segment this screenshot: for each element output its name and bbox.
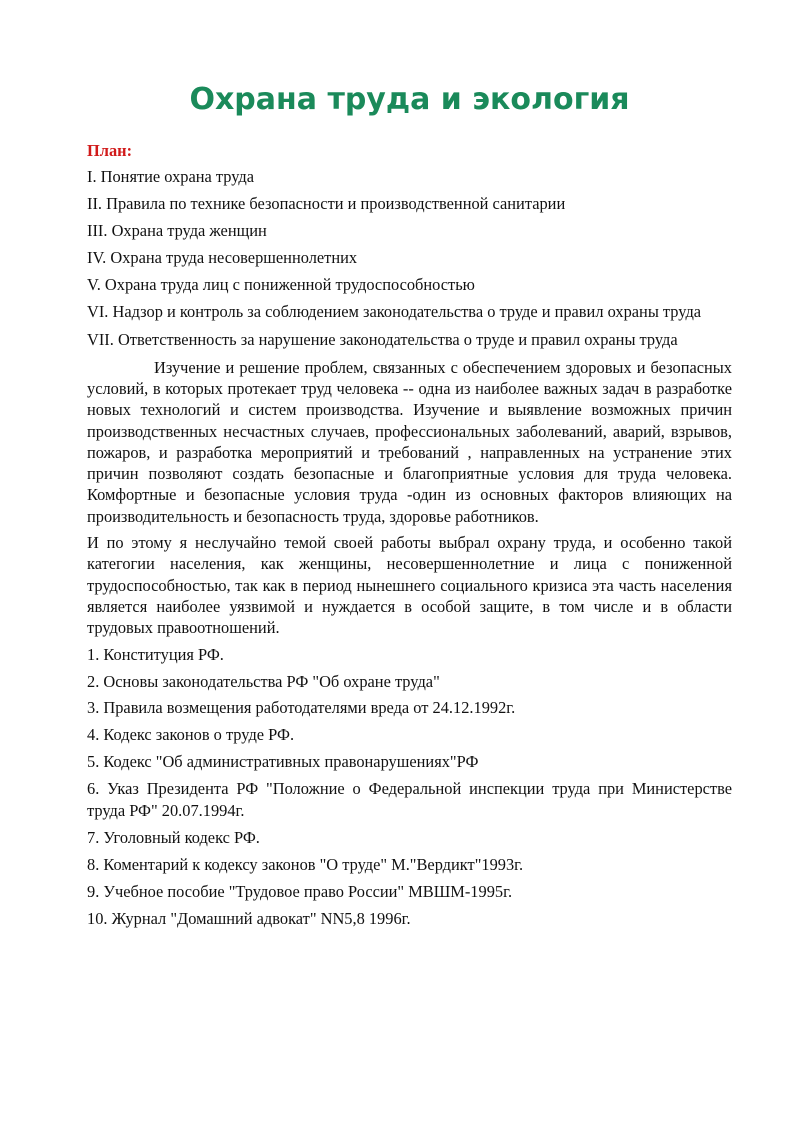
motivation-paragraph: И по этому я неслучайно темой своей работы выбрал охрану труда, и особенно такой категогии населения, как женщины, несовершеннолетние и лица с пониженной трудоспособностью, так как в период нынешнего социального кризиса эта часть населения является наиболее уязвимой и нуждается в особой защите, в том числе и в области трудовых правоотношений. <box>87 533 732 638</box>
reference-item: 7. Уголовный кодекс РФ. <box>87 827 260 847</box>
reference-item: 9. Учебное пособие "Трудовое право России" МВШМ-1995г. <box>87 881 513 901</box>
plan-heading: План: <box>87 141 133 160</box>
reference-item: 1. Конституция РФ. <box>87 644 224 664</box>
plan-item: VII. Ответственность за нарушение законодательства о труде и правил охраны труда <box>87 329 678 349</box>
references-list <box>87 644 732 929</box>
plan-item: I. Понятие охрана труда <box>87 167 255 186</box>
plan-item: III. Охрана труда женщин <box>87 221 267 241</box>
reference-item: 6. Указ Президента РФ "Положние о Федеральной инспекции труда при Министерстве труда РФ" 20.07.1994г. <box>87 779 732 820</box>
intro-paragraph: Изучение и решение проблем, связанных с обеспечением здоровых и безопасных условий, в которых протекает труд человека -- одна из наиболее важных задач в разработке новых технологий и систем производства. Изучение и выявление возможных причин производственных несчастных случаев, профессиональных заболеваний, аварий, взрывов, пожаров, и разработка мероприятий и требований , направленных на устранение этих причин позволяют создать безопасные и благоприятные условия для труда человека. Комфортные и безопасные условия труда -один из основных факторов влияющих на производительность и безопасность труда, здоровье работников. <box>87 357 732 526</box>
reference-item: 5. Кодекс "Об административных правонарушениях"РФ <box>87 752 479 772</box>
reference-item: 2. Основы законодательства РФ "Об охране труда" <box>87 671 440 691</box>
plan-item: II. Правила по технике безопасности и производственной санитарии <box>87 194 566 214</box>
reference-item: 4. Кодекс законов о труде РФ. <box>87 725 295 745</box>
reference-item: 8. Коментарий к кодексу законов "О труде" М."Вердикт"1993г. <box>87 854 524 874</box>
document-title: Охрана труда и экология <box>189 82 630 117</box>
plan-item: V. Охрана труда лиц с пониженной трудоспособностью <box>87 275 475 295</box>
plan-list <box>87 167 732 350</box>
reference-item: 3. Правила возмещения работодателями вреда от 24.12.1992г. <box>87 698 516 718</box>
document-page <box>87 0 732 935</box>
reference-item: 10. Журнал "Домашний адвокат" NN5,8 1996г. <box>87 908 411 928</box>
plan-item: IV. Охрана труда несовершеннолетних <box>87 248 358 268</box>
plan-item: VI. Надзор и контроль за соблюдением законодательства о труде и правил охраны труда <box>87 302 702 322</box>
